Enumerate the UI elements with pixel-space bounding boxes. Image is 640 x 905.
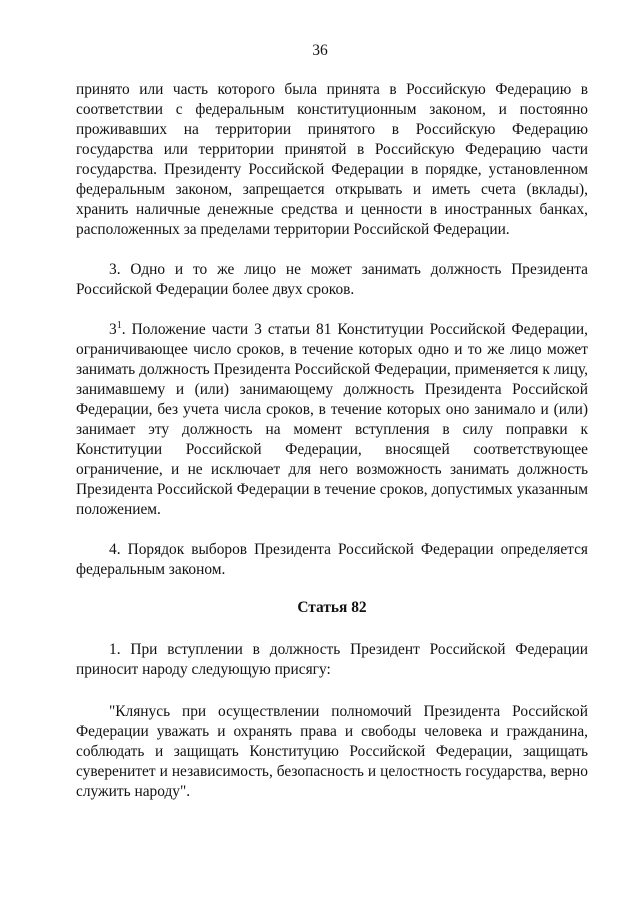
paragraph-part-4: 4. Порядок выборов Президента Российской Федерации определяется федеральным законом. xyxy=(76,541,588,578)
paragraph-part-3: 3. Одно и то же лицо не может занимать должность Президента Российской Федерации более двух сроков. xyxy=(76,261,588,298)
document-body xyxy=(76,80,588,802)
oath-quote: "Клянусь при осуществлении полномочий Президента Российской Федерации уважать и охранять права и свободы человека и гражданина, соблюдать и защищать Конституцию Российской Федерации, защищать суверенитет и независимость, безопасность и целостность государства, верно служить народу". xyxy=(76,703,588,800)
part-3-1-superscript: 1 xyxy=(116,320,122,331)
part-3-1-text: . Положение части 3 статьи 81 Конституции Российской Федерации, ограничивающее число сроков, в течение которых одно и то же лицо может занимать должность Президента Российской Федерации, применяется к лицу, занимавшему и (или) занимающему должность Президента Российской Федерации, без учета числа сроков, в течение которых оно занимало и (или) занимает эту должность на момент вступления в силу поправки к Конституции Российской Федерации, вносящей соответствующее ограничение, и не исключает для него возможность занимать должность Президента Российской Федерации в течение сроков, допустимых указанным положением. xyxy=(76,321,588,518)
article-82-paragraph-1: 1. При вступлении в должность Президент Российской Федерации приносит народу следующую присягу: xyxy=(76,641,588,678)
paragraph-continuation: принято или часть которого была принята в Российскую Федерацию в соответствии с федеральным конституционным законом, и постоянно проживавших на территории принятого в Российскую Федерацию государства или территории принятой в Российскую Федерацию части государства. Президенту Российской Федерации в порядке, установленном федеральным законом, запрещается открывать и иметь счета (вклады), хранить наличные денежные средства и ценности в иностранных банках, расположенных за пределами территории Российской Федерации. xyxy=(76,81,588,238)
part-3-1-number: 3 xyxy=(109,321,117,338)
article-82-heading: Статья 82 xyxy=(297,599,367,616)
page-number: 36 xyxy=(312,42,328,59)
paragraph-part-3-1 xyxy=(76,320,588,520)
